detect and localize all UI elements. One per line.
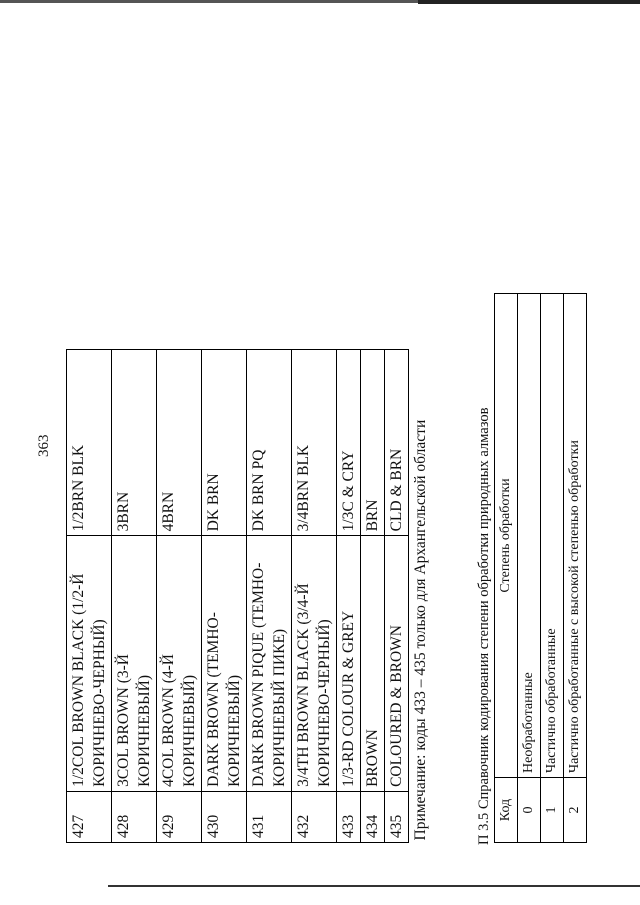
row-name (385, 536, 409, 791)
row-name-line: 1/2COL BROWN BLACK (1/2-Й (70, 573, 87, 787)
header-code: Код (495, 778, 518, 843)
row-abbr: 4BRN (157, 350, 202, 536)
table-header-row (495, 294, 518, 843)
row-code: 431 (247, 791, 292, 842)
table-row (202, 350, 247, 843)
row-name (247, 536, 292, 791)
table-row (112, 350, 157, 843)
row-name-line: КОРИЧНЕВЫЙ ПИКЕ) (271, 628, 288, 787)
row-code: 433 (337, 791, 361, 842)
row-abbr: DK BRN (202, 350, 247, 536)
row-code: 428 (112, 791, 157, 842)
table-row (292, 350, 337, 843)
row-name-line: 3/4TH BROWN BLACK (3/4-Й (295, 583, 312, 787)
row-code: 430 (202, 791, 247, 842)
page-number: 363 (36, 434, 52, 457)
table2-title: П 3.5 Справочник кодирования степени обработки природных алмазов (476, 407, 492, 845)
row-degree: Необработанные (518, 294, 541, 778)
table-row (247, 350, 292, 843)
row-name-line: DARK BROWN (ТЕМНО- (205, 612, 222, 787)
row-name-line: КОРИЧНЕВЫЙ) (181, 675, 198, 787)
row-abbr: 3BRN (112, 350, 157, 536)
row-code: 434 (361, 791, 385, 842)
processing-degree-table (494, 293, 587, 843)
row-abbr: CLD & BRN (385, 350, 409, 536)
row-name-line: DARK BROWN PIQUE (ТЕМНО- (250, 562, 267, 787)
row-name-line: 3COL BROWN (3-Й (115, 654, 132, 787)
row-code: 427 (67, 791, 112, 842)
row-name-line: COLOURED & BROWN (388, 625, 405, 787)
row-name-line: 4COL BROWN (4-Й (160, 654, 177, 787)
row-name-line: КОРИЧНЕВЫЙ) (226, 675, 243, 787)
row-code: 429 (157, 791, 202, 842)
row-name (67, 536, 112, 791)
note-row (409, 350, 433, 843)
row-abbr: DK BRN PQ (247, 350, 292, 536)
row-name-line: BROWN (364, 729, 381, 787)
row-name-line: КОРИЧНЕВО-ЧЕРНЫЙ) (91, 619, 108, 787)
row-degree: Частично обработанные (541, 294, 564, 778)
header-degree: Степень обработки (495, 294, 518, 778)
row-abbr: 1/2BRN BLK (67, 350, 112, 536)
row-name (157, 536, 202, 791)
color-codes-table (66, 349, 432, 843)
row-code: 435 (385, 791, 409, 842)
table-row (67, 350, 112, 843)
table-row (157, 350, 202, 843)
row-code: 0 (518, 778, 541, 843)
table-row (564, 294, 587, 843)
table-row (541, 294, 564, 843)
row-degree: Частично обработанные с высокой степенью обработки (564, 294, 587, 778)
row-name (112, 536, 157, 791)
row-name (361, 536, 385, 791)
row-abbr: 1/3C & CRY (337, 350, 361, 536)
row-name-line: КОРИЧНЕВО-ЧЕРНЫЙ) (316, 619, 333, 787)
row-name-line: 1/3-RD COLOUR & GREY (340, 610, 357, 787)
row-code: 432 (292, 791, 337, 842)
table-row (518, 294, 541, 843)
row-name (337, 536, 361, 791)
table-note: Примечание: коды 433 – 435 только для Архангельской области (409, 350, 433, 843)
table-row (337, 350, 361, 843)
table-row (361, 350, 385, 843)
row-name-line: КОРИЧНЕВЫЙ) (136, 675, 153, 787)
row-code: 2 (564, 778, 587, 843)
row-name (292, 536, 337, 791)
table-row (385, 350, 409, 843)
row-abbr: BRN (361, 350, 385, 536)
row-abbr: 3/4BRN BLK (292, 350, 337, 536)
row-name (202, 536, 247, 791)
row-code: 1 (541, 778, 564, 843)
